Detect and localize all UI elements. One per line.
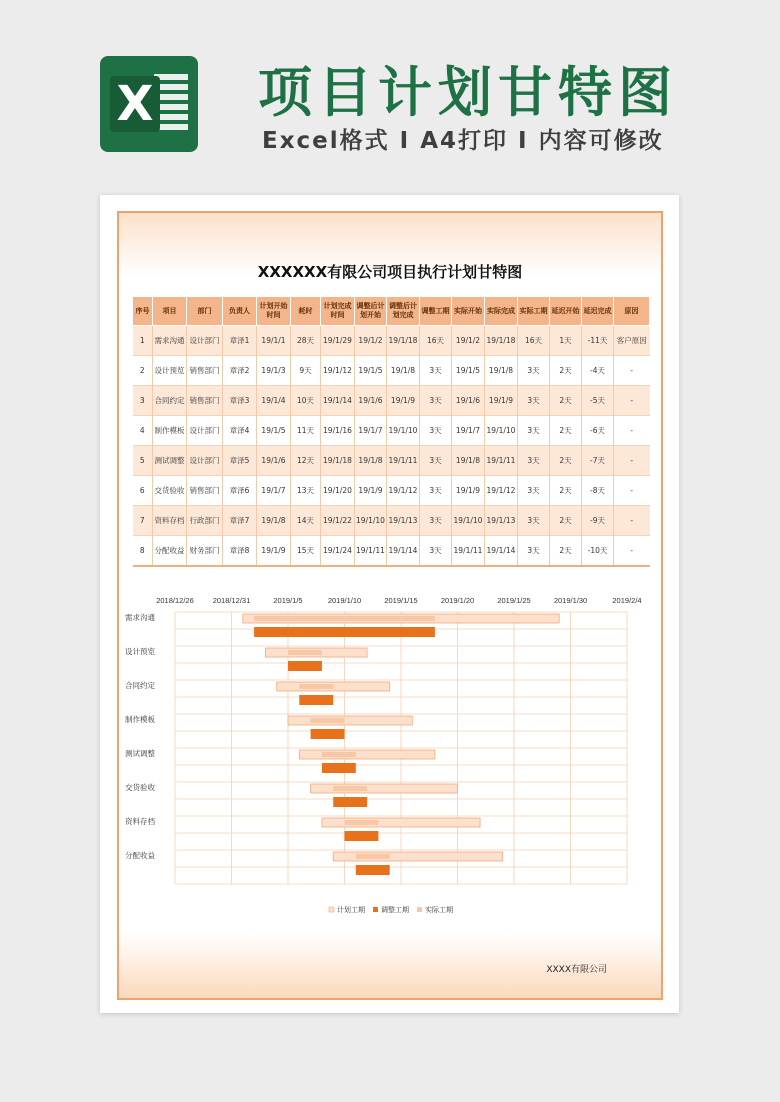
table-cell: 2天 — [550, 446, 582, 476]
table-cell: 19/1/8 — [257, 506, 291, 536]
table-cell: 2天 — [550, 386, 582, 416]
table-cell: 19/1/8 — [485, 356, 518, 386]
table-header-cell: 负责人 — [223, 297, 257, 326]
table-cell: -11天 — [582, 326, 614, 356]
table-cell: 章泽2 — [223, 356, 257, 386]
table-cell: -9天 — [582, 506, 614, 536]
table-cell: 19/1/12 — [387, 476, 420, 506]
gantt-bar-actual — [333, 786, 367, 791]
table-cell: 销售部门 — [187, 386, 223, 416]
table-cell: 交货验收 — [153, 476, 187, 506]
table-row — [133, 536, 650, 567]
table-cell: 19/1/10 — [485, 416, 518, 446]
table-cell: 5 — [133, 446, 153, 476]
table-cell: 分配收益 — [153, 536, 187, 567]
table-cell: 19/1/9 — [485, 386, 518, 416]
table-cell: 11天 — [291, 416, 321, 446]
table-cell: 12天 — [291, 446, 321, 476]
table-header-row — [133, 297, 650, 326]
table-cell: 设计预览 — [153, 356, 187, 386]
table-cell: - — [614, 446, 650, 476]
table-cell: 19/1/18 — [485, 326, 518, 356]
gantt-bar-actual — [345, 820, 379, 825]
table-cell: 19/1/9 — [452, 476, 485, 506]
gantt-bar-actual — [311, 718, 345, 723]
task-label: 分配收益 — [125, 851, 155, 860]
table-cell: 2天 — [550, 356, 582, 386]
table-cell: 19/1/11 — [355, 536, 387, 567]
table-cell: 19/1/9 — [387, 386, 420, 416]
x-tick-label: 2019/1/20 — [440, 596, 475, 605]
project-table — [132, 296, 650, 567]
table-cell: 19/1/6 — [355, 386, 387, 416]
table-cell: 设计部门 — [187, 326, 223, 356]
table-cell: 2天 — [550, 506, 582, 536]
table-cell: 19/1/18 — [321, 446, 355, 476]
table-header-cell: 调整后计划开始 — [355, 297, 387, 326]
legend-swatch — [417, 907, 422, 912]
table-cell: 19/1/5 — [452, 356, 485, 386]
table-cell: 2天 — [550, 476, 582, 506]
table-cell: 19/1/8 — [355, 446, 387, 476]
table-cell: 19/1/16 — [321, 416, 355, 446]
table-cell: 客户原因 — [614, 326, 650, 356]
table-cell: - — [614, 506, 650, 536]
legend-label: 计划工期 — [337, 907, 365, 914]
table-cell: - — [614, 416, 650, 446]
table-cell: 19/1/3 — [257, 356, 291, 386]
table-header-cell: 项目 — [153, 297, 187, 326]
table-cell: 19/1/13 — [387, 506, 420, 536]
table-cell: 章泽5 — [223, 446, 257, 476]
x-tick-label: 2019/1/25 — [497, 596, 531, 605]
table-cell: 章泽7 — [223, 506, 257, 536]
x-tick-label: 2019/1/10 — [327, 596, 362, 605]
task-label: 测试调整 — [125, 749, 155, 758]
table-cell: 19/1/12 — [321, 356, 355, 386]
gantt-bar-planned — [311, 784, 458, 793]
table-cell: 行政部门 — [187, 506, 223, 536]
table-cell: 7 — [133, 506, 153, 536]
table-header-cell: 序号 — [133, 297, 153, 326]
gantt-bar-adjusted — [356, 865, 390, 875]
gantt-bar-actual — [299, 684, 333, 689]
gantt-bar-actual — [356, 854, 390, 859]
gantt-bar-adjusted — [299, 695, 333, 705]
table-cell: 需求沟通 — [153, 326, 187, 356]
table-cell: 19/1/29 — [321, 326, 355, 356]
table-cell: 19/1/7 — [355, 416, 387, 446]
table-cell: 19/1/7 — [257, 476, 291, 506]
table-cell: 19/1/4 — [257, 386, 291, 416]
gantt-bar-adjusted — [333, 797, 367, 807]
gantt-bar-planned — [299, 750, 435, 759]
table-cell: 19/1/10 — [355, 506, 387, 536]
table-cell: 19/1/5 — [355, 356, 387, 386]
table-header-cell: 计划开始时间 — [257, 297, 291, 326]
table-header-cell: 延迟完成 — [582, 297, 614, 326]
table-cell: - — [614, 536, 650, 567]
table-cell: 19/1/5 — [257, 416, 291, 446]
table-cell: 测试调整 — [153, 446, 187, 476]
table-row — [133, 446, 650, 476]
table-cell: 19/1/10 — [452, 506, 485, 536]
table-cell: 9天 — [291, 356, 321, 386]
table-header-cell: 耗时 — [291, 297, 321, 326]
table-cell: 13天 — [291, 476, 321, 506]
table-cell: 章泽1 — [223, 326, 257, 356]
table-row — [133, 326, 650, 356]
table-cell: - — [614, 386, 650, 416]
excel-icon — [100, 56, 198, 152]
table-cell: 19/1/2 — [452, 326, 485, 356]
table-header-cell: 部门 — [187, 297, 223, 326]
table-cell: 19/1/11 — [387, 446, 420, 476]
table-cell: - — [614, 356, 650, 386]
table-cell: 3 — [133, 386, 153, 416]
company-name: XXXX有限公司 — [546, 965, 607, 975]
table-cell: 销售部门 — [187, 356, 223, 386]
table-cell: 章泽4 — [223, 416, 257, 446]
x-tick-label: 2019/2/4 — [612, 596, 642, 605]
table-cell: 4 — [139, 426, 145, 435]
table-cell: 19/1/7 — [452, 416, 485, 446]
table-cell: 3天 — [518, 356, 550, 386]
table-cell: 3天 — [518, 416, 550, 446]
table-cell: 2天 — [550, 536, 582, 567]
table-cell: 19/1/8 — [452, 446, 485, 476]
table-cell: 19/1/11 — [452, 536, 485, 567]
gantt-bar-adjusted — [311, 729, 345, 739]
table-header-cell: 延迟开始 — [550, 297, 582, 326]
table-cell: 3天 — [420, 536, 452, 567]
table-cell: 设计部门 — [187, 416, 223, 446]
gantt-bar-adjusted — [288, 661, 322, 671]
table-cell: 19/1/24 — [321, 536, 355, 567]
task-label: 合同约定 — [125, 681, 155, 690]
table-cell: 3天 — [518, 506, 550, 536]
table-cell: -5天 — [582, 386, 614, 416]
table-cell: -8天 — [582, 476, 614, 506]
table-cell: 19/1/12 — [485, 476, 518, 506]
table-cell: 19/1/14 — [485, 536, 518, 567]
gantt-bar-adjusted — [322, 763, 356, 773]
legend-swatch — [373, 907, 378, 912]
table-cell: -4天 — [582, 356, 614, 386]
table-cell: 3天 — [518, 476, 550, 506]
table-cell: 6 — [139, 486, 145, 495]
x-tick-label: 2018/12/26 — [156, 596, 194, 605]
gantt-bar-adjusted — [345, 831, 379, 841]
table-row — [133, 416, 650, 446]
legend-swatch — [329, 907, 334, 912]
table-row — [133, 386, 650, 416]
banner-subtitle: Excel格式 I A4打印 I 内容可修改 — [262, 128, 664, 154]
gantt-chart — [119, 588, 661, 918]
table-cell: 3天 — [518, 536, 550, 567]
table-header-cell: 调整后计划完成 — [387, 297, 420, 326]
table-cell: 19/1/14 — [321, 386, 355, 416]
table-cell: 3天 — [420, 416, 452, 446]
table-cell: 资料存档 — [153, 506, 187, 536]
table-cell: 19/1/20 — [321, 476, 355, 506]
table-cell: 14天 — [291, 506, 321, 536]
table-cell: 19/1/6 — [257, 446, 291, 476]
table-cell: 章泽3 — [223, 386, 257, 416]
table-cell: 19/1/10 — [387, 416, 420, 446]
table-cell: 合同约定 — [153, 386, 187, 416]
task-label: 制作模板 — [125, 715, 155, 724]
table-cell: 章泽8 — [223, 536, 257, 567]
table-cell: 销售部门 — [187, 476, 223, 506]
table-cell: 3天 — [420, 356, 452, 386]
table-cell: 10天 — [291, 386, 321, 416]
excel-letter: X — [110, 76, 160, 132]
table-cell: 3天 — [518, 446, 550, 476]
table-cell: 16天 — [420, 326, 452, 356]
gantt-bar-planned — [288, 716, 412, 725]
table-header-cell: 实际完成 — [485, 297, 518, 326]
table-cell: 3天 — [420, 386, 452, 416]
x-tick-label: 2019/1/30 — [553, 596, 588, 605]
table-cell: 16天 — [518, 326, 550, 356]
table-cell: 19/1/9 — [355, 476, 387, 506]
x-tick-label: 2018/12/31 — [212, 596, 251, 605]
table-cell: 19/1/1 — [257, 326, 291, 356]
table-cell: 3天 — [518, 386, 550, 416]
table-cell: 3天 — [420, 506, 452, 536]
table-body — [133, 326, 650, 567]
table-cell: 19/1/11 — [485, 446, 518, 476]
table-cell: 19/1/22 — [321, 506, 355, 536]
table-header-cell: 调整工期 — [420, 297, 452, 326]
table-cell: 8 — [139, 546, 145, 555]
table-row — [133, 356, 650, 386]
table-cell: 19/1/8 — [387, 356, 420, 386]
table-cell: -7天 — [582, 446, 614, 476]
banner-title: 项目计划甘特图 — [258, 61, 678, 124]
table-cell: - — [614, 476, 650, 506]
table-header-cell: 原因 — [614, 297, 650, 326]
table-cell: 2天 — [550, 416, 582, 446]
banner — [0, 0, 780, 190]
table-cell: 1天 — [550, 326, 582, 356]
task-label: 设计预览 — [125, 647, 155, 656]
gantt-bar-actual — [254, 616, 435, 621]
x-tick-label: 2019/1/15 — [384, 596, 418, 605]
table-cell: 19/1/6 — [452, 386, 485, 416]
table-cell: 设计部门 — [187, 446, 223, 476]
gantt-bar-adjusted — [254, 627, 435, 637]
legend-label: 实际工期 — [425, 907, 453, 914]
table-cell: 28天 — [291, 326, 321, 356]
table-cell: -6天 — [582, 416, 614, 446]
table-row — [133, 476, 650, 506]
task-label: 需求沟通 — [125, 613, 155, 622]
table-cell: 3天 — [420, 446, 452, 476]
table-cell: 19/1/18 — [387, 326, 420, 356]
table-cell: 15天 — [291, 536, 321, 567]
table-cell: 3天 — [420, 476, 452, 506]
task-label: 交货验收 — [125, 783, 155, 792]
table-cell: 19/1/13 — [485, 506, 518, 536]
table-cell: 19/1/9 — [257, 536, 291, 567]
table-cell: 19/1/2 — [355, 326, 387, 356]
table-cell: 章泽6 — [223, 476, 257, 506]
table-cell: 制作模板 — [153, 416, 187, 446]
table-header-cell: 实际开始 — [452, 297, 485, 326]
gantt-bar-actual — [322, 752, 356, 757]
x-tick-label: 2019/1/5 — [273, 596, 303, 605]
legend-label: 调整工期 — [381, 907, 409, 914]
document-frame — [117, 211, 663, 1000]
table-cell: 2 — [139, 366, 145, 375]
document-title: XXXXXX有限公司项目执行计划甘特图 — [257, 263, 523, 281]
task-label: 资料存档 — [125, 817, 155, 826]
table-row — [133, 506, 650, 536]
table-header-cell: 计划完成时间 — [321, 297, 355, 326]
table-header-cell: 实际工期 — [518, 297, 550, 326]
table-cell: 财务部门 — [187, 536, 223, 567]
table-cell: 1 — [133, 326, 153, 356]
table-cell: -10天 — [582, 536, 614, 567]
table-cell: 19/1/14 — [387, 536, 420, 567]
gantt-bar-actual — [288, 650, 322, 655]
document-sheet — [100, 195, 679, 1013]
